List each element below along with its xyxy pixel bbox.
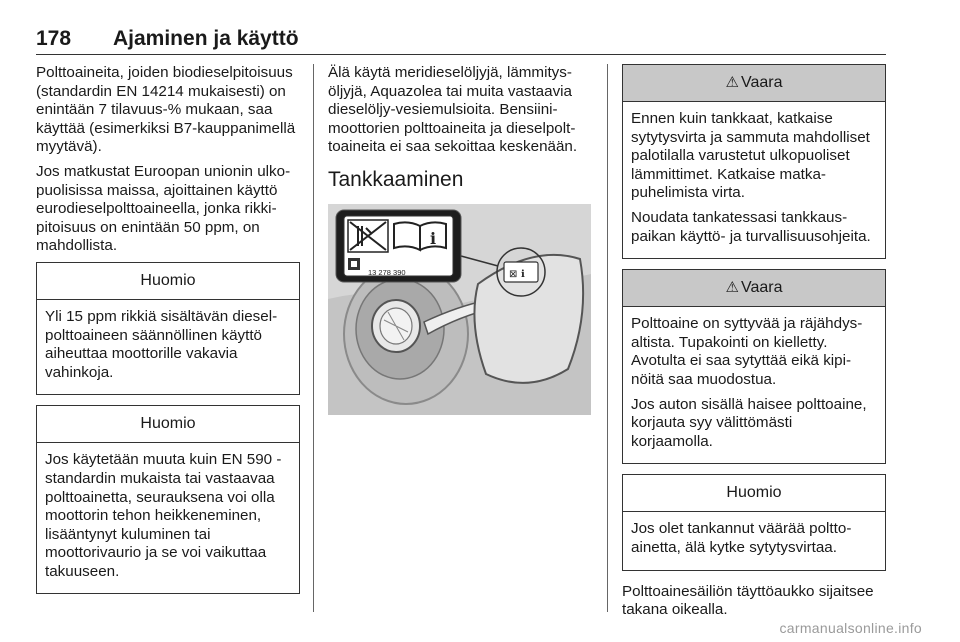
column-3 xyxy=(622,64,886,626)
fuel-filler-figure xyxy=(328,204,591,415)
note-box-en590 xyxy=(36,405,300,594)
warning-triangle-icon: ⚠ xyxy=(725,279,739,297)
warning-triangle-icon: ⚠ xyxy=(725,74,739,91)
note-title: Huomio xyxy=(37,406,299,443)
chapter-title: Ajaminen ja käyttö xyxy=(113,27,299,50)
section-title: Tankkaaminen xyxy=(328,167,464,191)
watermark: carmanualsonline.info xyxy=(779,620,922,636)
header-rule xyxy=(36,54,886,55)
warning-title: Vaara xyxy=(740,74,783,91)
note-title: Huomio xyxy=(37,263,299,300)
paragraph-biodiesel: Polttoaineita, joiden biodieselpitoisuus (standardin EN 14214 mukaisesti) on enintään 7 tilavuus-% mukaan, saa käyttää (esimerkiksi B7-kauppanimellä myytävä). xyxy=(36,64,296,156)
warning-box-flammable xyxy=(622,269,886,464)
note-text: Jos käytetään muuta kuin EN 590 -standardin mukaista tai vastaavaa polttoainetta, seurauksena voi olla moottorin tehon heikkeneminen, lisääntynyt kuluminen tai moottorivaurio ja se voi vaikuttaa takuuseen. xyxy=(45,451,282,580)
note-box-wrong-fuel xyxy=(622,474,886,570)
fuel-filler-illustration xyxy=(328,204,591,415)
warning-title: Vaara xyxy=(740,279,783,297)
note-title: Huomio xyxy=(623,475,885,512)
svg-text:i: i xyxy=(430,228,437,248)
warning-box-ignition xyxy=(622,64,886,259)
warning-title-row xyxy=(623,65,885,102)
note-text: Jos olet tankannut väärää polttoainetta, älä kytke sytytysvirtaa. xyxy=(631,520,852,556)
paragraph-filler-location: Polttoainesäiliön täyttöaukko sijaitsee takana oikealla. xyxy=(622,582,874,619)
column-divider-2 xyxy=(607,64,608,612)
page-number: 178 xyxy=(36,27,72,50)
column-2 xyxy=(328,64,594,415)
paragraph-fuels: Älä käytä meridieselöljyjä, lämmitysöljyjä, Aquazolea tai muita vastaavia dieselöljy-vesiemulsioita. Bensiinimoottorien polttoaineita ja dieselpolttoaineita ei saa sekoittaa keskenään. xyxy=(328,64,578,156)
warning-text: Noudata tankatessasi tankkauspaikan käyttö- ja turvallisuusohjeita. xyxy=(631,208,871,245)
page-header xyxy=(36,27,886,53)
figure-code: 13 278 390 xyxy=(368,267,406,277)
warning-text: Jos auton sisällä haisee polttoaine, korjauta syy välittömästi korjaamolla. xyxy=(631,395,867,450)
warning-text: Ennen kuin tankkaat, katkaise sytytysvirta ja sammuta mahdolliset palotilalla varustetut ulkopuoliset lämmittimet. Katkaise matkapuhelimista virta. xyxy=(631,110,870,202)
note-box-sulfur xyxy=(36,262,300,395)
paragraph-travel: Jos matkustat Euroopan unionin ulkopuolisissa maissa, ajoittainen käyttö eurodieselpolttoaineella, jonka rikkipitoisuus on enintään 50 ppm, on mahdollista. xyxy=(36,162,291,255)
column-divider-1 xyxy=(313,64,314,612)
note-text: Yli 15 ppm rikkiä sisältävän dieselpolttoaineen säännöllinen käyttö aiheuttaa moottorille vakavia vahinkoja. xyxy=(45,307,278,381)
svg-text:⊠: ⊠ xyxy=(509,268,518,280)
svg-text:ℹ: ℹ xyxy=(521,268,525,280)
warning-text: Polttoaine on syttyvää ja räjähdysaltista. Tupakointi on kielletty. Avotulta ei saa sytyttää eikä kipinöitä saa muodostua. xyxy=(631,315,863,388)
column-1 xyxy=(36,64,300,604)
warning-title-row xyxy=(623,270,885,307)
